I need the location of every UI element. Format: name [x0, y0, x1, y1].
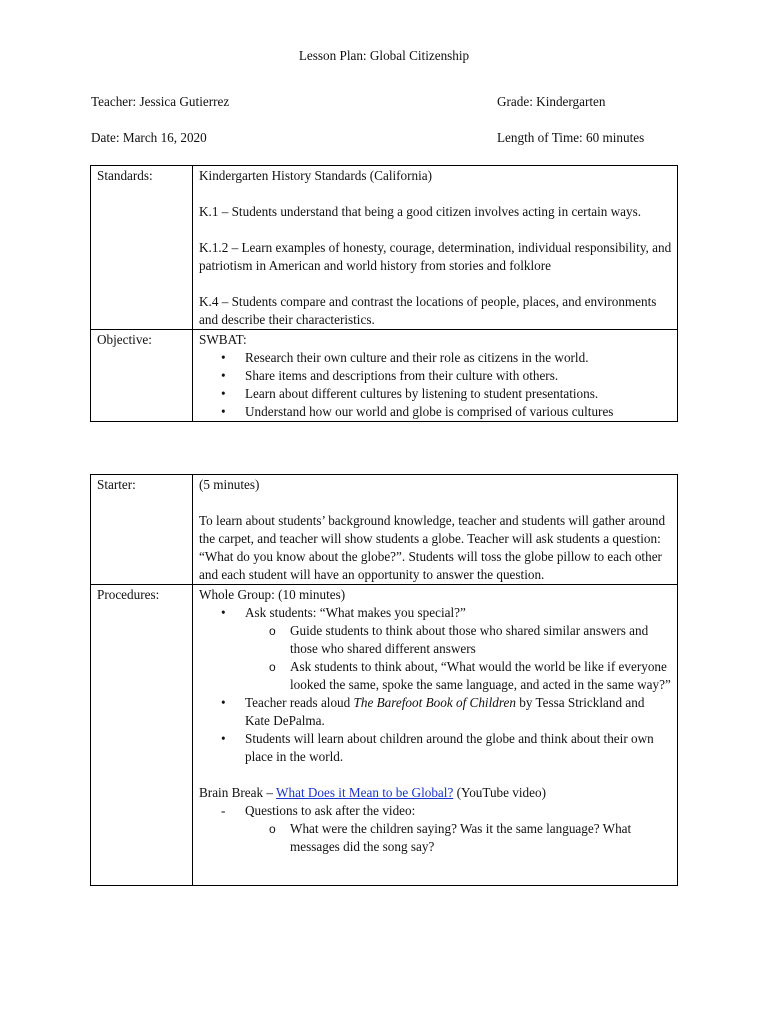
brain-break-post: (YouTube video): [453, 785, 546, 800]
standards-label: Standards:: [91, 166, 193, 330]
list-item: [199, 820, 672, 856]
read-aloud-post: by Tessa Strickland and Kate DePalma.: [245, 695, 645, 728]
standard-k1: K.1 – Students understand that being a good citizen involves acting in certain ways.: [199, 204, 642, 219]
starter-time: (5 minutes): [199, 477, 260, 492]
objective-row: [91, 330, 678, 422]
list-item: [199, 694, 672, 730]
video-link[interactable]: What Does it Mean to be Global?: [276, 785, 454, 800]
dash-text: Questions to ask after the video:: [245, 803, 416, 818]
dash-icon: -: [221, 803, 226, 818]
bullet-icon: •: [221, 731, 226, 746]
procedures-list: [199, 604, 672, 766]
starter-text: To learn about students’ background knowledge, teacher and students will gather around the carpet, and teacher will show students a globe. Teacher will ask students a question: “What do you know about the globe?”. Students will toss the globe pillow to each other and each student will have an opportunity to answer the question.: [199, 513, 666, 582]
objective-label: Objective:: [91, 330, 193, 422]
objective-text: Research their own culture and their role as citizens in the world.: [245, 350, 589, 365]
procedures-row: [91, 585, 678, 886]
list-item: [199, 385, 672, 403]
bullet-icon: •: [221, 605, 226, 620]
procedures-cell: [193, 585, 678, 886]
list-item: [199, 403, 672, 421]
circle-bullet-icon: o: [269, 660, 276, 674]
bullet-icon: •: [221, 386, 226, 401]
brain-break-pre: Brain Break –: [199, 785, 277, 800]
grade-level: Grade: Kindergarten: [497, 94, 606, 109]
video-question-text: What were the children saying? Was it the same language? What messages did the song say?: [290, 821, 632, 854]
objective-text: Share items and descriptions from their culture with others.: [245, 368, 559, 383]
starter-row: [91, 475, 678, 585]
book-title: The Barefoot Book of Children: [353, 695, 516, 710]
standards-objective-table: [90, 165, 678, 422]
starter-label: Starter:: [91, 475, 193, 585]
standards-cell: [193, 166, 678, 330]
objective-heading: SWBAT:: [199, 332, 247, 347]
bullet-icon: •: [221, 350, 226, 365]
circle-bullet-icon: o: [269, 822, 276, 836]
starter-procedures-table: [90, 474, 678, 886]
list-item: [199, 349, 672, 367]
read-aloud-pre: Teacher reads aloud: [245, 695, 354, 710]
objective-cell: [193, 330, 678, 422]
objective-text: Learn about different cultures by listening to student presentations.: [245, 386, 599, 401]
list-item: [199, 604, 672, 622]
procedure-subtext: Ask students to think about, “What would the world be like if everyone looked the same, spoke the same language, and acted in the same way?”: [290, 659, 671, 692]
bullet-icon: •: [221, 368, 226, 383]
bullet-icon: •: [221, 695, 226, 710]
procedure-text: Students will learn about children around the globe and think about their own place in the world.: [245, 731, 654, 764]
standard-k12: K.1.2 – Learn examples of honesty, courage, determination, individual responsibility, and patriotism in American and world history from stories and folklore: [199, 240, 672, 273]
objective-list: [199, 349, 672, 421]
teacher-name: Teacher: Jessica Gutierrez: [91, 94, 230, 109]
list-item: [199, 730, 672, 766]
procedures-label: Procedures:: [91, 585, 193, 886]
whole-group-heading: Whole Group: (10 minutes): [199, 587, 346, 602]
video-questions-list: [199, 802, 672, 856]
standards-row: [91, 166, 678, 330]
brain-break: [199, 784, 672, 802]
objective-text: Understand how our world and globe is comprised of various cultures: [245, 404, 614, 419]
document-title: Lesson Plan: Global Citizenship: [298, 48, 470, 63]
list-item: [199, 802, 672, 820]
standards-heading: Kindergarten History Standards (California): [199, 168, 433, 183]
list-item: [199, 367, 672, 385]
lesson-length: Length of Time: 60 minutes: [497, 130, 645, 145]
list-item: [199, 622, 672, 658]
bullet-icon: •: [221, 404, 226, 419]
starter-cell: [193, 475, 678, 585]
standard-k4: K.4 – Students compare and contrast the locations of people, places, and environments and describe their characteristics.: [199, 294, 657, 327]
procedure-text: Ask students: “What makes you special?”: [245, 605, 466, 620]
circle-bullet-icon: o: [269, 624, 276, 638]
lesson-date: Date: March 16, 2020: [91, 130, 207, 145]
list-item: [199, 658, 672, 694]
procedure-subtext: Guide students to think about those who shared similar answers and those who shared different answers: [290, 623, 649, 656]
